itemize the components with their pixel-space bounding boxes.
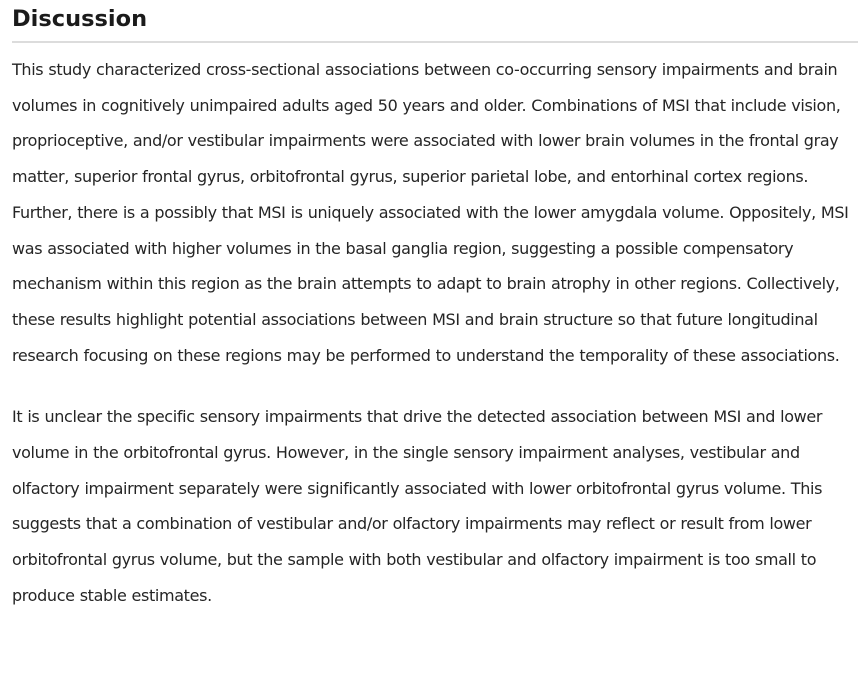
discussion-paragraph-2: It is unclear the specific sensory impairments that drive the detected association between MSI and lower volume in the orbitofrontal gyrus. However, in the single sensory impairment analyses, vestibular and olfactory impairment separately were significantly associated with lower orbitofrontal gyrus volume. This suggests that a combination of vestibular and/or olfactory impairments may reflect or result from lower orbitofrontal gyrus volume, but the sample with both vestibular and olfactory impairment is too small to produce stable estimates. [12,407,823,605]
section-heading: Discussion [12,4,858,43]
article-section [12,4,858,614]
discussion-paragraph-1: This study characterized cross-sectional associations between co-occurring sensory impairments and brain volumes in cognitively unimpaired adults aged 50 years and older. Combinations of MSI that include vision, proprioceptive, and/or vestibular impairments were associated with lower brain volumes in the frontal gray matter, superior frontal gyrus, orbitofrontal gyrus, superior parietal lobe, and entorhinal cortex regions. Further, there is a possibly that MSI is uniquely associated with the lower amygdala volume. Oppositely, MSI was associated with higher volumes in the basal ganglia region, suggesting a possible compensatory mechanism within this region as the brain attempts to adapt to brain atrophy in other regions. Collectively, these results highlight potential associations between MSI and brain structure so that future longitudinal research focusing on these regions may be performed to understand the temporality of these associations. [12,60,849,365]
